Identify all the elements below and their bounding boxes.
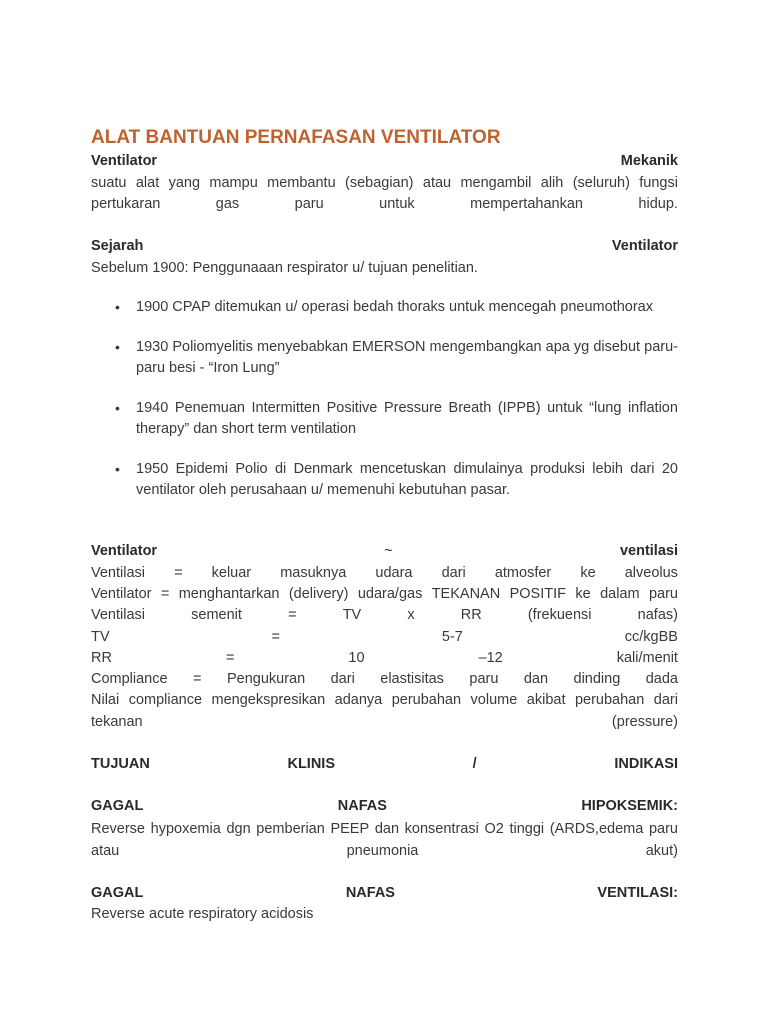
nilai-compliance-line: Nilai compliance mengekspresikan adanya perubahan volume akibat perubahan dari xyxy=(91,692,678,708)
compliance-line: Compliance = Pengukuran dari elastisitas paru dan dinding dada xyxy=(91,671,678,687)
ventilator-ventilasi-heading: Ventilator ~ ventilasi xyxy=(91,543,678,559)
sejarah-intro: Sebelum 1900: Penggunaaan respirator u/ tujuan penelitian. xyxy=(91,260,478,276)
ventilator-mekanik-heading xyxy=(91,151,678,172)
ventilasi-semenit: Ventilasi semenit = TV x RR (frekuensi nafas) xyxy=(91,607,678,623)
page-title: ALAT BANTUAN PERNAFASAN VENTILATOR xyxy=(91,127,501,148)
tujuan-heading: TUJUAN KLINIS / INDIKASI xyxy=(91,756,678,772)
definition-line-1: suatu alat yang mampu membantu (sebagian) atau mengambil alih (seluruh) fungsi xyxy=(91,175,678,191)
bullet-icon: • xyxy=(115,299,120,315)
rr-line: RR = 10 –12 kali/menit xyxy=(91,650,678,666)
ventilasi-heading: GAGAL NAFAS VENTILASI: xyxy=(91,885,678,901)
heading-left: Ventilator xyxy=(91,153,158,169)
hipoksemik-line-1: Reverse hypoxemia dgn pemberian PEEP dan konsentrasi O2 tinggi (ARDS,edema paru xyxy=(91,821,678,837)
bullet-icon: • xyxy=(115,461,120,477)
heading-right: Mekanik xyxy=(620,153,678,169)
tv-line: TV = 5-7 cc/kgBB xyxy=(91,629,678,645)
hipoksemik-line-2: atau pneumonia akut) xyxy=(91,843,678,859)
bullet-icon: • xyxy=(115,400,120,416)
hipoksemik-heading: GAGAL NAFAS HIPOKSEMIK: xyxy=(91,798,678,814)
definition-line-2: pertukaran gas paru untuk mempertahankan hidup. xyxy=(91,196,678,212)
ventilasi-definition: Ventilasi = keluar masuknya udara dari atmosfer ke alveolus xyxy=(91,565,678,581)
ventilator-definition: Ventilator = menghantarkan (delivery) udara/gas TEKANAN POSITIF ke dalam paru xyxy=(91,586,678,602)
tekanan-line: tekanan (pressure) xyxy=(91,714,678,730)
sejarah-heading: Sejarah Ventilator xyxy=(91,238,678,254)
ventilasi-line-1: Reverse acute respiratory acidosis xyxy=(91,906,314,922)
bullet-icon: • xyxy=(115,339,120,355)
